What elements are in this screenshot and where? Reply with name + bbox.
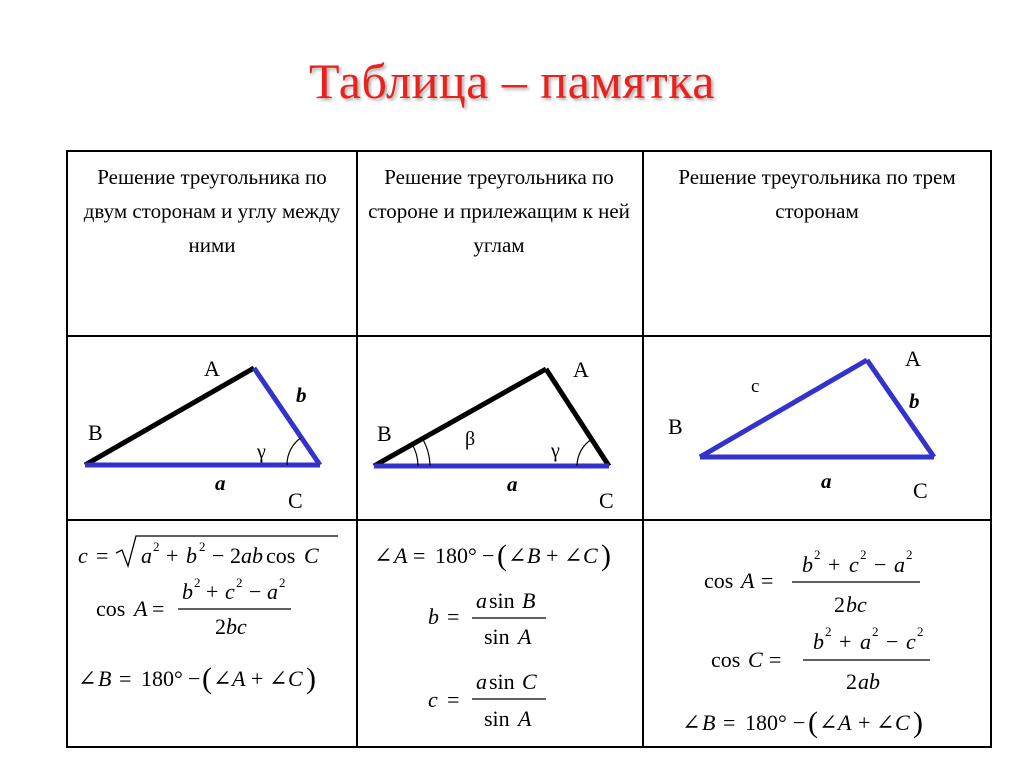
svg-text:2: 2 bbox=[279, 575, 286, 590]
vertex-C: C bbox=[913, 478, 928, 503]
svg-text:): ) bbox=[306, 662, 316, 695]
side-label-b: b bbox=[296, 383, 307, 407]
svg-text:=: = bbox=[769, 647, 782, 672]
svg-text:c: c bbox=[225, 579, 235, 604]
side-label-a: a bbox=[821, 469, 832, 493]
svg-text:C: C bbox=[288, 666, 303, 691]
svg-text:∠: ∠ bbox=[876, 710, 895, 735]
svg-text:a: a bbox=[860, 629, 871, 654]
memo-table bbox=[66, 150, 992, 748]
svg-text:A: A bbox=[134, 596, 148, 621]
svg-text:=: = bbox=[723, 710, 736, 735]
vertex-C: C bbox=[288, 488, 303, 513]
svg-text:C: C bbox=[304, 543, 319, 568]
vertex-A: A bbox=[905, 346, 921, 371]
svg-text:−: − bbox=[886, 629, 899, 654]
header-three-sides: Решение треугольника по трем сторонам bbox=[678, 165, 956, 223]
page-title: Таблица – памятка bbox=[308, 53, 715, 109]
svg-text:c: c bbox=[78, 543, 88, 568]
formula-angleB bbox=[682, 706, 923, 739]
svg-text:b: b bbox=[802, 552, 813, 577]
angle-label-beta: β bbox=[465, 428, 476, 450]
svg-text:∠: ∠ bbox=[508, 543, 527, 568]
svg-text:B: B bbox=[522, 588, 536, 613]
svg-text:A: A bbox=[232, 666, 246, 691]
side-label-b: b bbox=[909, 389, 920, 413]
svg-text:2: 2 bbox=[199, 539, 206, 554]
svg-text:B: B bbox=[527, 543, 541, 568]
svg-text:): ) bbox=[601, 539, 611, 572]
svg-text:A: A bbox=[518, 624, 532, 649]
svg-text:=: = bbox=[447, 604, 460, 629]
svg-text:+: + bbox=[251, 666, 264, 691]
svg-text:=: = bbox=[413, 543, 426, 568]
svg-text:180°: 180° bbox=[745, 710, 787, 735]
svg-text:2: 2 bbox=[906, 547, 913, 562]
svg-text:=: = bbox=[96, 543, 109, 568]
svg-text:A: A bbox=[741, 568, 755, 593]
vertex-B: B bbox=[88, 420, 103, 445]
vertex-A: A bbox=[573, 357, 589, 382]
svg-text:a: a bbox=[141, 543, 152, 568]
formula-cosA bbox=[704, 547, 920, 617]
svg-text:sin: sin bbox=[489, 588, 515, 613]
svg-text:bc: bc bbox=[846, 592, 867, 617]
svg-text:c: c bbox=[906, 629, 916, 654]
svg-text:cos: cos bbox=[266, 543, 296, 568]
svg-text:C: C bbox=[748, 647, 763, 672]
svg-text:∠: ∠ bbox=[78, 666, 97, 691]
svg-text:2: 2 bbox=[215, 614, 226, 639]
svg-text:=: = bbox=[152, 596, 165, 621]
svg-text:sin: sin bbox=[484, 706, 510, 731]
angle-label-gamma: γ bbox=[551, 440, 560, 462]
svg-text:+: + bbox=[166, 543, 179, 568]
svg-text:2: 2 bbox=[834, 592, 845, 617]
svg-text:c: c bbox=[849, 552, 859, 577]
svg-text:2: 2 bbox=[860, 547, 867, 562]
header-two-sides-angle: Решение треугольника по двум сторонам и углу между ними bbox=[83, 165, 341, 257]
svg-text:2: 2 bbox=[825, 624, 832, 639]
svg-text:∠: ∠ bbox=[269, 666, 288, 691]
svg-text:+: + bbox=[546, 543, 559, 568]
svg-text:2: 2 bbox=[814, 547, 821, 562]
vertex-A: A bbox=[204, 356, 220, 381]
side-label-c: c bbox=[751, 376, 760, 397]
svg-text:−: − bbox=[249, 579, 262, 604]
svg-text:C: C bbox=[583, 543, 598, 568]
header-side-two-angles: Решение треугольника по стороне и прилежащим к ней углам bbox=[368, 165, 630, 257]
svg-text:∠: ∠ bbox=[682, 710, 701, 735]
svg-text:A: A bbox=[838, 710, 852, 735]
vertex-B: B bbox=[668, 414, 683, 439]
svg-text:−: − bbox=[874, 552, 887, 577]
svg-text:2: 2 bbox=[194, 575, 201, 590]
formula-cosC bbox=[711, 624, 930, 694]
svg-text:−: − bbox=[793, 710, 806, 735]
svg-text:2: 2 bbox=[872, 624, 879, 639]
svg-text:=: = bbox=[119, 666, 132, 691]
svg-text:C: C bbox=[522, 669, 537, 694]
svg-text:C: C bbox=[895, 710, 910, 735]
svg-text:(: ( bbox=[497, 539, 507, 572]
svg-text:cos: cos bbox=[704, 568, 734, 593]
svg-text:b: b bbox=[428, 604, 439, 629]
svg-text:−: − bbox=[212, 543, 225, 568]
svg-text:∠: ∠ bbox=[374, 543, 393, 568]
svg-text:−: − bbox=[482, 543, 495, 568]
svg-text:sin: sin bbox=[484, 624, 510, 649]
svg-text:2: 2 bbox=[153, 539, 160, 554]
svg-text:a: a bbox=[476, 588, 487, 613]
svg-text:180°: 180° bbox=[435, 543, 477, 568]
svg-text:2: 2 bbox=[236, 575, 243, 590]
svg-text:∠: ∠ bbox=[564, 543, 583, 568]
svg-text:∠: ∠ bbox=[213, 666, 232, 691]
svg-text:A: A bbox=[394, 543, 408, 568]
side-label-a: a bbox=[507, 472, 518, 496]
formulas-col3 bbox=[68, 152, 994, 750]
svg-text:180°: 180° bbox=[141, 666, 183, 691]
svg-text:a: a bbox=[894, 552, 905, 577]
svg-text:c: c bbox=[428, 687, 438, 712]
svg-text:+: + bbox=[828, 552, 841, 577]
svg-text:B: B bbox=[98, 666, 112, 691]
svg-text:): ) bbox=[913, 706, 923, 739]
side-label-a: a bbox=[215, 471, 226, 495]
svg-text:sin: sin bbox=[489, 669, 515, 694]
svg-text:2: 2 bbox=[917, 624, 924, 639]
svg-text:+: + bbox=[839, 629, 852, 654]
svg-text:b: b bbox=[813, 629, 824, 654]
svg-text:+: + bbox=[206, 579, 219, 604]
svg-text:A: A bbox=[518, 706, 532, 731]
angle-label-gamma: γ bbox=[257, 441, 266, 463]
svg-text:cos: cos bbox=[711, 647, 741, 672]
svg-text:ab: ab bbox=[858, 669, 880, 694]
svg-text:2: 2 bbox=[846, 669, 857, 694]
svg-text:bc: bc bbox=[226, 614, 247, 639]
svg-text:b: b bbox=[182, 579, 193, 604]
svg-text:a: a bbox=[267, 579, 278, 604]
svg-text:2: 2 bbox=[230, 543, 241, 568]
svg-text:ab: ab bbox=[241, 543, 263, 568]
svg-text:B: B bbox=[702, 710, 716, 735]
svg-text:+: + bbox=[858, 710, 871, 735]
svg-text:∠: ∠ bbox=[819, 710, 838, 735]
svg-text:=: = bbox=[447, 687, 460, 712]
vertex-C: C bbox=[599, 488, 614, 513]
svg-text:a: a bbox=[476, 669, 487, 694]
svg-text:cos: cos bbox=[96, 596, 126, 621]
svg-text:(: ( bbox=[202, 662, 212, 695]
svg-text:(: ( bbox=[808, 706, 818, 739]
vertex-B: B bbox=[377, 421, 392, 446]
svg-text:b: b bbox=[186, 543, 197, 568]
svg-text:=: = bbox=[761, 568, 774, 593]
svg-text:−: − bbox=[188, 666, 201, 691]
